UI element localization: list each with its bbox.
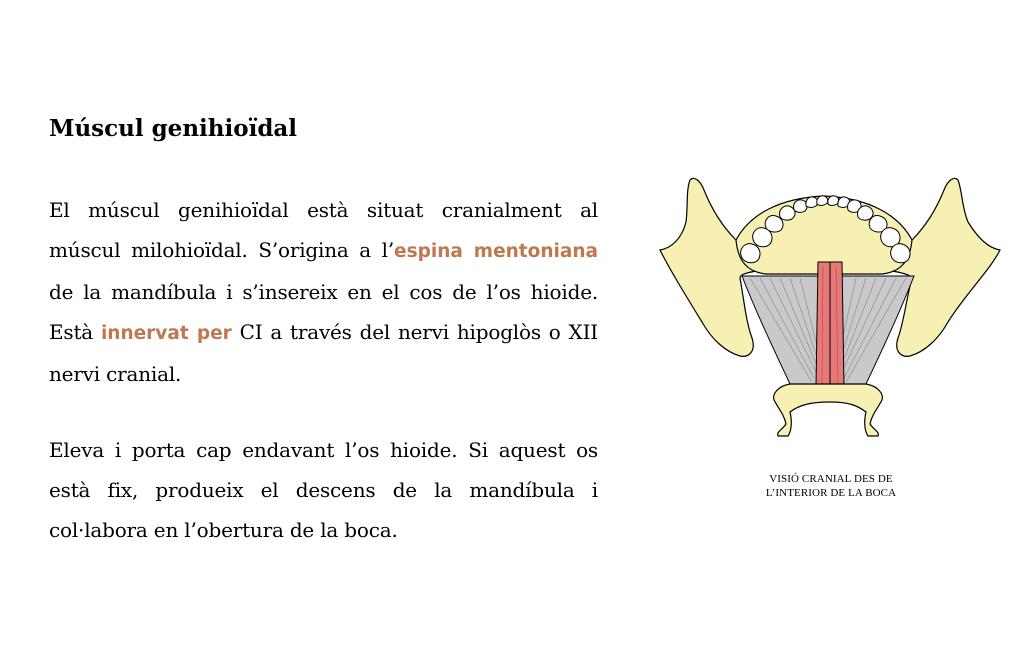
hyoid-bone (774, 384, 883, 436)
description-paragraph (49, 190, 598, 394)
figure-caption (731, 472, 931, 500)
function-paragraph: Eleva i porta cap endavant l’os hioide. Si aquest os està fix, produeix el descens de la mandíbula i col·labora en l’obertura de la boca. (49, 438, 598, 542)
anatomy-illustration (656, 170, 1004, 470)
paragraph-text: de la mandíbula i s’insereix en el cos de l’os hioide. Està (49, 280, 598, 344)
innervat-per-link[interactable]: innervat per (100, 323, 232, 344)
paragraph-text: El múscul genihioïdal està situat cranialment al múscul milohioïdal. S’origina a l’ (49, 198, 598, 262)
caption-line: VISIÓ CRANIAL DES DE (769, 473, 893, 485)
paragraph-text: CI a través del nervi hipoglòs o XII nervi cranial. (49, 320, 598, 386)
page-title: Múscul genihioïdal (49, 115, 298, 142)
caption-line: L’INTERIOR DE LA BOCA (765, 487, 897, 499)
espina-mentoniana-link[interactable]: espina mentoniana (394, 241, 599, 262)
